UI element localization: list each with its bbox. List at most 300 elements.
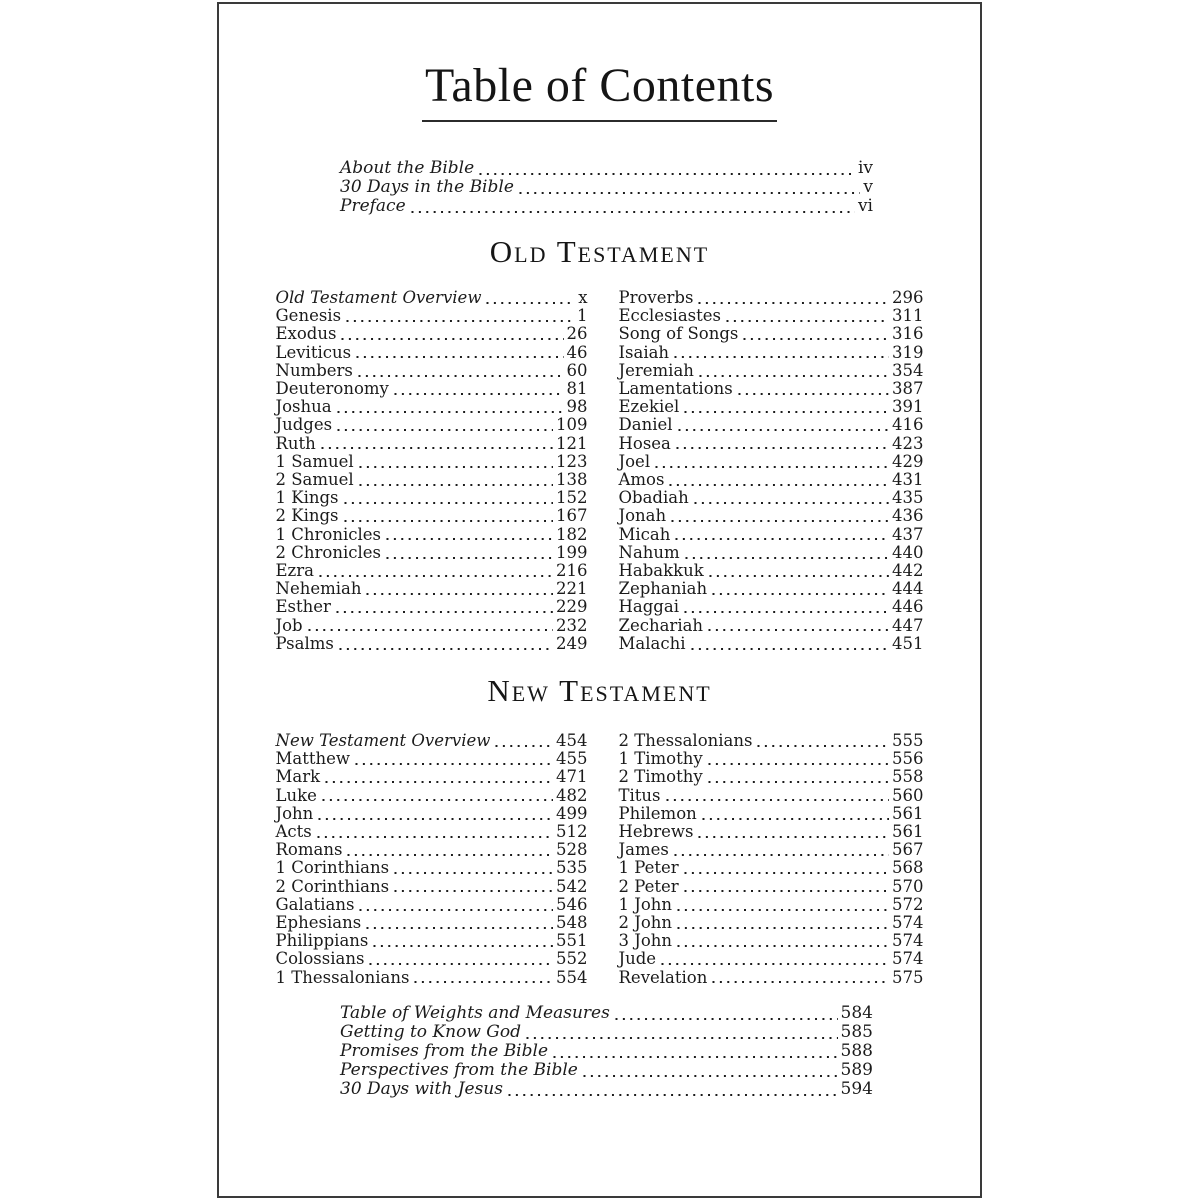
toc-entry-page: 199 <box>556 542 588 562</box>
toc-entry-page: 447 <box>892 615 924 635</box>
toc-entry <box>619 489 924 507</box>
toc-entry-label: Exodus <box>275 324 337 344</box>
toc-entry-label: Perspectives from the Bible <box>340 1060 578 1080</box>
toc-entry-label: Nahum <box>618 542 680 562</box>
title-wrap <box>219 60 980 122</box>
toc-entry-page: 249 <box>556 633 588 653</box>
toc-entry-label: Numbers <box>275 360 353 380</box>
dot-leader <box>674 853 889 857</box>
toc-entry-label: Psalms <box>275 633 334 653</box>
dot-leader <box>359 465 553 469</box>
dot-leader <box>386 556 553 560</box>
toc-entry-page: 316 <box>892 324 924 344</box>
toc-entry-label: 1 Peter <box>618 858 679 878</box>
dot-leader <box>708 780 889 784</box>
dot-leader <box>394 889 553 893</box>
dot-leader <box>411 210 855 214</box>
dot-leader <box>738 392 889 396</box>
toc-entry-page: 588 <box>840 1041 873 1061</box>
old-testament-columns <box>276 289 924 653</box>
toc-entry-label: Habakkuk <box>618 561 704 581</box>
toc-entry-label: 1 Corinthians <box>275 858 390 878</box>
toc-entry <box>340 1023 873 1042</box>
dot-leader <box>479 172 855 176</box>
toc-entry <box>340 1042 873 1061</box>
toc-entry-label: Joel <box>618 451 651 471</box>
toc-entry-label: 1 Kings <box>275 488 339 508</box>
toc-entry-page: 482 <box>556 785 588 805</box>
toc-entry-label: Preface <box>340 196 406 216</box>
toc-entry-label: Haggai <box>618 597 679 617</box>
toc-entry <box>276 859 588 877</box>
dot-leader <box>356 355 563 359</box>
toc-entry-label: Getting to Know God <box>340 1022 521 1042</box>
toc-entry-page: 423 <box>892 433 924 453</box>
toc-entry <box>276 768 588 786</box>
dot-leader <box>359 908 553 912</box>
dot-leader <box>708 762 889 766</box>
toc-entry-label: Esther <box>275 597 331 617</box>
toc-entry-page: 221 <box>556 579 588 599</box>
toc-entry-label: Acts <box>275 822 312 842</box>
toc-entry-label: 1 Samuel <box>275 451 354 471</box>
toc-entry-page: 26 <box>566 324 588 344</box>
toc-entry <box>276 841 588 859</box>
toc-entry-label: Ezra <box>275 561 314 581</box>
toc-entry-page: 555 <box>892 731 924 750</box>
back-matter-list <box>340 1004 873 1099</box>
toc-entry-label: Zechariah <box>618 615 704 635</box>
new-testament-left-column <box>276 732 588 987</box>
toc-entry-label: Proverbs <box>618 288 694 307</box>
toc-entry-page: 454 <box>556 731 588 750</box>
toc-entry <box>619 380 924 398</box>
toc-entry-label: Ecclesiastes <box>618 306 721 326</box>
toc-entry <box>619 841 924 859</box>
toc-entry <box>619 787 924 805</box>
toc-page <box>217 2 982 1198</box>
toc-entry-label: Leviticus <box>275 342 352 362</box>
toc-entry-label: Table of Weights and Measures <box>340 1003 610 1023</box>
toc-entry-page: 296 <box>892 288 924 307</box>
toc-entry-label: Song of Songs <box>618 324 739 344</box>
toc-entry <box>619 435 924 453</box>
toc-entry <box>340 1080 873 1099</box>
toc-entry-page: 561 <box>892 803 924 823</box>
dot-leader <box>369 962 553 966</box>
toc-entry-page: 560 <box>892 785 924 805</box>
toc-entry-page: 123 <box>556 451 588 471</box>
dot-leader <box>526 1036 838 1040</box>
toc-entry <box>276 489 588 507</box>
toc-entry <box>619 507 924 525</box>
dot-leader <box>317 835 553 839</box>
toc-entry <box>619 453 924 471</box>
old-testament-left-column <box>276 289 588 653</box>
dot-leader <box>347 853 553 857</box>
dot-leader <box>666 798 889 802</box>
dot-leader <box>519 191 861 195</box>
dot-leader <box>337 410 564 414</box>
toc-entry-page: 552 <box>556 949 588 969</box>
toc-entry <box>619 307 924 325</box>
toc-entry-label: Titus <box>618 785 661 805</box>
front-matter-list <box>340 159 873 216</box>
toc-entry-label: Lamentations <box>618 379 733 399</box>
toc-entry <box>276 823 588 841</box>
toc-entry-label: Jonah <box>618 506 667 526</box>
dot-leader <box>414 980 553 984</box>
toc-entry-label: Promises from the Bible <box>340 1041 549 1061</box>
toc-entry-page: 416 <box>892 415 924 435</box>
toc-entry <box>619 805 924 823</box>
toc-entry-page: 572 <box>892 894 924 914</box>
toc-entry <box>619 416 924 434</box>
toc-entry-label: Micah <box>618 524 671 544</box>
dot-leader <box>508 1093 838 1097</box>
toc-entry-page: 46 <box>566 342 588 362</box>
toc-entry <box>276 380 588 398</box>
toc-entry-page: 548 <box>556 913 588 933</box>
toc-entry <box>276 598 588 616</box>
toc-entry-label: About the Bible <box>340 158 475 178</box>
toc-entry <box>340 1061 873 1080</box>
toc-entry-page: 512 <box>556 822 588 842</box>
dot-leader <box>674 355 889 359</box>
dot-leader <box>684 889 889 893</box>
toc-entry-label: Old Testament Overview <box>275 288 482 307</box>
toc-entry <box>276 932 588 950</box>
dot-leader <box>709 574 889 578</box>
dot-leader <box>702 817 889 821</box>
toc-entry-page: 568 <box>892 858 924 878</box>
toc-entry <box>619 932 924 950</box>
toc-entry <box>340 197 873 216</box>
toc-entry-label: New Testament Overview <box>275 731 491 750</box>
toc-entry-label: 30 Days with Jesus <box>340 1079 503 1099</box>
toc-entry-page: 232 <box>556 615 588 635</box>
toc-entry-label: Romans <box>275 840 343 860</box>
toc-entry <box>619 969 924 987</box>
toc-entry-label: Isaiah <box>618 342 670 362</box>
dot-leader <box>319 574 553 578</box>
dot-leader <box>341 337 563 341</box>
toc-entry-label: Hebrews <box>618 822 694 842</box>
toc-entry <box>619 896 924 914</box>
toc-entry <box>619 950 924 968</box>
toc-entry-label: 3 John <box>618 931 673 951</box>
toc-entry-page: 442 <box>892 561 924 581</box>
toc-entry-page: 60 <box>566 360 588 380</box>
toc-entry-page: 554 <box>556 967 588 987</box>
toc-entry <box>619 325 924 343</box>
toc-entry-page: 1 <box>577 306 588 326</box>
toc-entry-page: v <box>863 177 873 197</box>
toc-entry-label: 2 Timothy <box>618 767 703 787</box>
toc-entry-page: 121 <box>556 433 588 453</box>
dot-leader <box>373 944 553 948</box>
dot-leader <box>661 962 889 966</box>
toc-entry <box>619 732 924 750</box>
dot-leader <box>708 628 889 632</box>
dot-leader <box>553 1055 838 1059</box>
dot-leader <box>321 446 553 450</box>
toc-entry <box>276 289 588 307</box>
toc-entry-label: Jeremiah <box>618 360 694 380</box>
toc-entry-label: 2 Corinthians <box>275 876 390 896</box>
toc-entry-page: 431 <box>892 470 924 490</box>
old-testament-heading: Old Testament <box>489 234 710 269</box>
toc-entry-label: Philippians <box>275 931 369 951</box>
dot-leader <box>366 926 553 930</box>
toc-entry-page: 319 <box>892 342 924 362</box>
section-old-testament <box>219 233 980 653</box>
dot-leader <box>339 647 553 651</box>
dot-leader <box>678 428 889 432</box>
dot-leader <box>699 374 889 378</box>
toc-entry-label: 1 John <box>618 894 673 914</box>
toc-entry-label: Jude <box>618 949 657 969</box>
toc-entry-page: 182 <box>556 524 588 544</box>
dot-leader <box>318 817 553 821</box>
old-testament-right-column <box>619 289 924 653</box>
toc-entry-page: 216 <box>556 561 588 581</box>
toc-entry <box>276 562 588 580</box>
toc-entry-label: Job <box>275 615 303 635</box>
dot-leader <box>344 519 553 523</box>
dot-leader <box>757 744 889 748</box>
toc-entry-page: 594 <box>840 1079 873 1099</box>
toc-entry-page: 589 <box>840 1060 873 1080</box>
toc-entry-page: 138 <box>556 470 588 490</box>
dot-leader <box>712 592 889 596</box>
toc-entry <box>276 526 588 544</box>
new-testament-heading: New Testament <box>487 673 712 708</box>
toc-entry-page: 229 <box>556 597 588 617</box>
toc-entry <box>276 617 588 635</box>
toc-entry <box>619 823 924 841</box>
toc-entry-page: 542 <box>556 876 588 896</box>
dot-leader <box>671 519 889 523</box>
toc-entry-page: 444 <box>892 579 924 599</box>
toc-entry-label: Joshua <box>275 397 332 417</box>
toc-entry-label: 2 Kings <box>275 506 339 526</box>
toc-entry <box>276 580 588 598</box>
dot-leader <box>322 798 553 802</box>
dot-leader <box>325 780 553 784</box>
toc-entry-page: 436 <box>892 506 924 526</box>
dot-leader <box>677 908 889 912</box>
toc-entry-label: 1 Timothy <box>618 749 703 769</box>
toc-entry-label: Nehemiah <box>275 579 362 599</box>
toc-entry-page: 471 <box>556 767 588 787</box>
toc-entry-label: Genesis <box>275 306 342 326</box>
toc-entry-page: 446 <box>892 597 924 617</box>
toc-entry-label: Matthew <box>275 749 351 769</box>
toc-entry-page: 98 <box>566 397 588 417</box>
toc-entry-page: 535 <box>556 858 588 878</box>
toc-entry-page: 455 <box>556 749 588 769</box>
toc-entry-label: Judges <box>275 415 333 435</box>
toc-entry-page: 528 <box>556 840 588 860</box>
dot-leader <box>685 556 889 560</box>
toc-entry-page: vi <box>857 196 873 216</box>
dot-leader <box>684 410 889 414</box>
toc-entry <box>340 159 873 178</box>
toc-entry-page: 167 <box>556 506 588 526</box>
dot-leader <box>358 374 564 378</box>
toc-entry-page: 551 <box>556 931 588 951</box>
toc-entry-label: 2 Peter <box>618 876 679 896</box>
toc-entry-page: 558 <box>892 767 924 787</box>
toc-entry <box>619 398 924 416</box>
toc-entry <box>276 750 588 768</box>
toc-entry <box>619 580 924 598</box>
dot-leader <box>359 483 553 487</box>
toc-entry-label: Ephesians <box>275 913 362 933</box>
toc-entry-label: 1 Thessalonians <box>275 967 410 987</box>
toc-entry-label: 2 Thessalonians <box>618 731 753 750</box>
dot-leader <box>394 871 553 875</box>
toc-entry-label: Malachi <box>618 633 686 653</box>
toc-entry-label: Obadiah <box>618 488 689 508</box>
toc-entry-page: 499 <box>556 803 588 823</box>
toc-entry-page: 584 <box>840 1003 873 1023</box>
toc-entry <box>619 768 924 786</box>
toc-entry <box>276 471 588 489</box>
toc-entry-page: 556 <box>892 749 924 769</box>
toc-entry <box>619 878 924 896</box>
toc-entry <box>340 1004 873 1023</box>
dot-leader <box>694 501 889 505</box>
toc-entry <box>276 914 588 932</box>
toc-entry <box>276 878 588 896</box>
dot-leader <box>355 762 553 766</box>
toc-entry <box>276 950 588 968</box>
toc-entry-label: Daniel <box>618 415 673 435</box>
dot-leader <box>676 446 889 450</box>
dot-leader <box>346 319 574 323</box>
toc-entry-label: Amos <box>618 470 665 490</box>
toc-entry <box>619 544 924 562</box>
toc-entry-label: Revelation <box>618 967 708 987</box>
toc-entry <box>276 416 588 434</box>
toc-entry <box>619 635 924 653</box>
toc-entry-page: 574 <box>892 949 924 969</box>
dot-leader <box>655 465 889 469</box>
toc-entry-page: 567 <box>892 840 924 860</box>
toc-entry <box>276 325 588 343</box>
toc-entry-page: 391 <box>892 397 924 417</box>
dot-leader <box>743 337 889 341</box>
toc-entry <box>619 471 924 489</box>
toc-entry-page: 354 <box>892 360 924 380</box>
toc-entry-page: iv <box>857 158 873 178</box>
toc-entry-label: Ezekiel <box>618 397 680 417</box>
toc-entry-label: 2 Chronicles <box>275 542 381 562</box>
toc-entry <box>619 362 924 380</box>
toc-entry-page: 561 <box>892 822 924 842</box>
toc-entry-label: Colossians <box>275 949 365 969</box>
toc-entry-label: Hosea <box>618 433 671 453</box>
toc-entry <box>276 787 588 805</box>
toc-entry-page: 575 <box>892 967 924 987</box>
toc-entry-page: 574 <box>892 913 924 933</box>
dot-leader <box>583 1074 838 1078</box>
new-testament-columns <box>276 732 924 987</box>
dot-leader <box>366 592 553 596</box>
toc-entry <box>619 344 924 362</box>
toc-entry <box>276 398 588 416</box>
toc-entry-page: 311 <box>892 306 924 326</box>
toc-entry-page: 152 <box>556 488 588 508</box>
toc-entry <box>619 289 924 307</box>
toc-entry-page: 81 <box>566 379 588 399</box>
toc-entry-label: Ruth <box>275 433 316 453</box>
dot-leader <box>486 301 575 305</box>
toc-entry-label: Galatians <box>275 894 355 914</box>
toc-entry-page: 570 <box>892 876 924 896</box>
toc-entry <box>276 896 588 914</box>
toc-entry-label: 2 Samuel <box>275 470 354 490</box>
toc-entry-page: 451 <box>892 633 924 653</box>
toc-entry-label: Philemon <box>618 803 697 823</box>
toc-entry <box>276 362 588 380</box>
toc-entry <box>276 435 588 453</box>
dot-leader <box>336 610 553 614</box>
dot-leader <box>308 628 553 632</box>
dot-leader <box>677 944 889 948</box>
dot-leader <box>698 301 889 305</box>
toc-entry-page: 574 <box>892 931 924 951</box>
toc-entry-label: 1 Chronicles <box>275 524 381 544</box>
toc-entry <box>340 178 873 197</box>
dot-leader <box>726 319 889 323</box>
dot-leader <box>691 647 890 651</box>
toc-entry <box>276 507 588 525</box>
toc-entry-page: 435 <box>892 488 924 508</box>
toc-entry-label: Mark <box>275 767 321 787</box>
toc-entry-label: Deuteronomy <box>275 379 389 399</box>
toc-entry <box>619 750 924 768</box>
dot-leader <box>615 1017 838 1021</box>
dot-leader <box>669 483 889 487</box>
dot-leader <box>394 392 564 396</box>
dot-leader <box>684 610 889 614</box>
toc-entry <box>276 732 588 750</box>
toc-entry <box>276 635 588 653</box>
toc-entry-label: James <box>618 840 669 860</box>
toc-entry-label: 2 John <box>618 913 673 933</box>
toc-entry <box>276 307 588 325</box>
dot-leader <box>386 537 553 541</box>
dot-leader <box>698 835 889 839</box>
toc-entry-page: 109 <box>556 415 588 435</box>
toc-entry-label: John <box>275 803 314 823</box>
toc-entry-page: 387 <box>892 379 924 399</box>
page-title: Table of Contents <box>422 60 777 122</box>
toc-entry-label: 30 Days in the Bible <box>340 177 514 197</box>
toc-entry-page: 585 <box>840 1022 873 1042</box>
toc-entry-label: Luke <box>275 785 317 805</box>
toc-entry <box>276 544 588 562</box>
dot-leader <box>677 926 889 930</box>
dot-leader <box>337 428 553 432</box>
toc-entry <box>276 969 588 987</box>
toc-entry-page: 440 <box>892 542 924 562</box>
dot-leader <box>712 980 889 984</box>
section-new-testament <box>219 672 980 987</box>
